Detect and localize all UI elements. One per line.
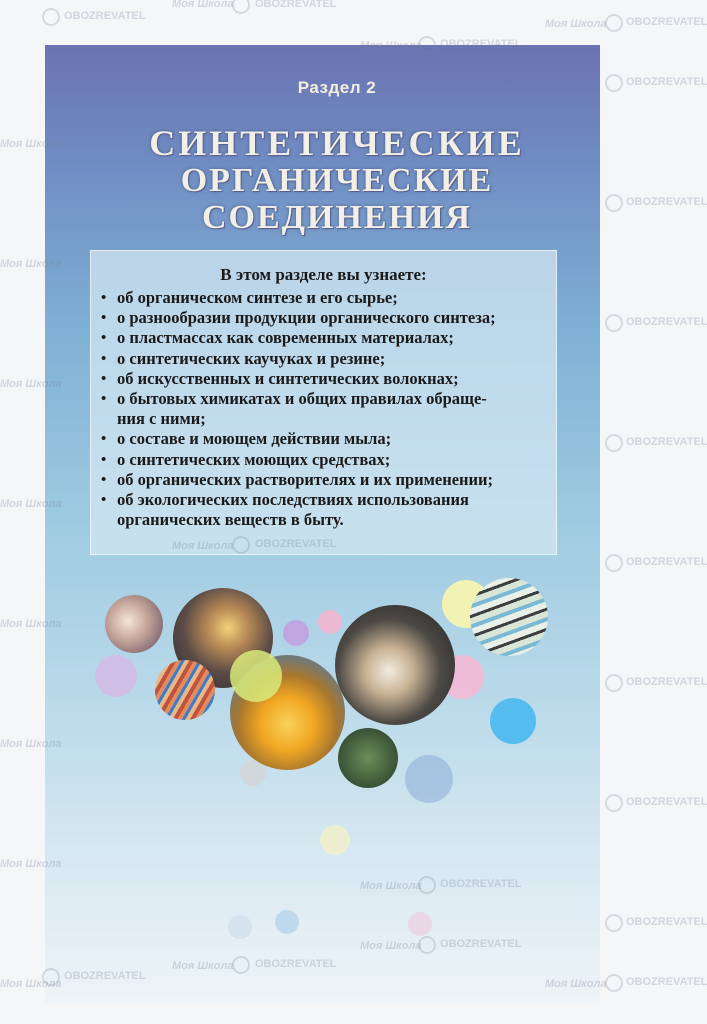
lab-glassware-photo <box>105 595 163 653</box>
decorative-bubble <box>230 650 282 702</box>
watermark-text: OBOZREVATEL <box>255 538 337 550</box>
bullet-icon: • <box>101 310 107 327</box>
watermark-text: Моя Школа <box>0 738 62 750</box>
title-line-2: ОРГАНИЧЕСКИЕ <box>180 162 494 199</box>
watermark-logo-icon <box>232 536 250 554</box>
watermark-text: Моя Школа <box>545 18 607 30</box>
watermark-text: Моя Школа <box>0 258 62 270</box>
bullet-icon: • <box>101 431 107 448</box>
watermark-logo-icon <box>42 968 60 986</box>
watermark-text: Моя Школа <box>172 540 234 552</box>
watermark-logo-icon <box>605 554 623 572</box>
list-item: • о синтетических каучуках и резине; <box>101 348 386 368</box>
watermark-text: OBOZREVATEL <box>626 796 707 808</box>
cosmetics-photo <box>335 605 455 725</box>
watermark-text: Моя Школа <box>172 0 234 10</box>
watermark-text: OBOZREVATEL <box>626 556 707 568</box>
bullet-icon: • <box>101 330 107 347</box>
watermark-text: Моя Школа <box>360 40 422 52</box>
watermark-text: Моя Школа <box>0 858 62 870</box>
watermark-text: Моя Школа <box>0 378 62 390</box>
bullet-icon: • <box>101 391 107 408</box>
watermark-text: Моя Школа <box>172 960 234 972</box>
decorative-bubble <box>275 910 299 934</box>
learning-goals-box <box>90 250 557 555</box>
watermark-text: OBOZREVATEL <box>255 958 337 970</box>
decorative-bubble <box>95 655 137 697</box>
watermark-text: OBOZREVATEL <box>626 316 707 328</box>
list-item: • об экологических последствиях использования органических веществ в быту. <box>101 490 469 530</box>
watermark-logo-icon <box>605 14 623 32</box>
pipes-photo <box>470 578 548 656</box>
bullet-icon: • <box>101 471 107 488</box>
bullet-icon: • <box>101 290 107 306</box>
section-label: Раздел 2 <box>297 78 377 97</box>
bullet-icon: • <box>101 451 107 468</box>
watermark-text: Моя Школа <box>0 498 62 510</box>
watermark-logo-icon <box>605 794 623 812</box>
watermark-logo-icon <box>605 914 623 932</box>
watermark-text: OBOZREVATEL <box>626 196 707 208</box>
watermark-logo-icon <box>418 876 436 894</box>
bullet-icon: • <box>101 350 107 367</box>
watermark-logo-icon <box>232 0 250 14</box>
decorative-bubble <box>318 610 342 634</box>
bullet-icon: • <box>101 370 107 387</box>
decorative-bubble <box>408 912 432 936</box>
plant-photo <box>338 728 398 788</box>
decorative-bubble <box>228 915 252 939</box>
fibers-photo <box>155 660 215 720</box>
watermark-text: Моя Школа <box>0 618 62 630</box>
watermark-text: OBOZREVATEL <box>626 76 707 88</box>
watermark-text: Моя Школа <box>360 880 422 892</box>
title-line-3: СОЕДИНЕНИЯ <box>201 199 473 236</box>
watermark-logo-icon <box>605 434 623 452</box>
decorative-bubble <box>405 755 453 803</box>
watermark-text: OBOZREVATEL <box>255 0 337 10</box>
watermark-logo-icon <box>42 8 60 26</box>
watermark-logo-icon <box>605 674 623 692</box>
list-item: • о синтетических моющих средствах; <box>101 449 391 469</box>
list-item: • о бытовых химикатах и общих правилах обраще- ния с ними; <box>101 389 487 429</box>
watermark-text: OBOZREVATEL <box>440 878 522 890</box>
learning-goals-heading: В этом разделе вы узнаете: <box>220 265 427 284</box>
watermark-logo-icon <box>605 314 623 332</box>
watermark-text: OBOZREVATEL <box>626 436 707 448</box>
watermark-text: OBOZREVATEL <box>626 676 707 688</box>
decorative-bubble <box>490 698 536 744</box>
watermark-text: Моя Школа <box>360 940 422 952</box>
watermark-logo-icon <box>605 74 623 92</box>
list-item: • о составе и моющем действии мыла; <box>101 429 392 449</box>
list-item: • о разнообразии продукции органического синтеза; <box>101 308 496 328</box>
watermark-text: OBOZREVATEL <box>626 976 707 988</box>
list-item: • об органических растворителях и их применении; <box>101 469 494 489</box>
watermark-logo-icon <box>605 974 623 992</box>
watermark-text: Моя Школа <box>545 978 607 990</box>
watermark-text: OBOZREVATEL <box>64 970 146 982</box>
title-line-1: СИНТЕТИЧЕСКИЕ <box>149 123 525 163</box>
watermark-logo-icon <box>605 194 623 212</box>
watermark-text: Моя Школа <box>0 978 62 990</box>
bullet-icon: • <box>101 492 107 509</box>
watermark-logo-icon <box>232 956 250 974</box>
decorative-bubble <box>320 825 350 855</box>
watermark-logo-icon <box>418 36 436 54</box>
decorative-bubble <box>283 620 309 646</box>
list-item: • об органическом синтезе и его сырье; <box>101 288 398 307</box>
list-item: • об искусственных и синтетических волокнах; <box>101 368 459 388</box>
watermark-text: OBOZREVATEL <box>626 916 707 928</box>
learning-goals-list <box>101 288 496 530</box>
watermark-text: OBOZREVATEL <box>64 10 146 22</box>
watermark-logo-icon <box>418 936 436 954</box>
watermark-text: Моя Школа <box>0 138 62 150</box>
watermark-text: OBOZREVATEL <box>440 38 522 50</box>
watermark-text: OBOZREVATEL <box>626 16 707 28</box>
list-item: • о пластмассах как современных материалах; <box>101 328 454 348</box>
watermark-text: OBOZREVATEL <box>440 938 522 950</box>
